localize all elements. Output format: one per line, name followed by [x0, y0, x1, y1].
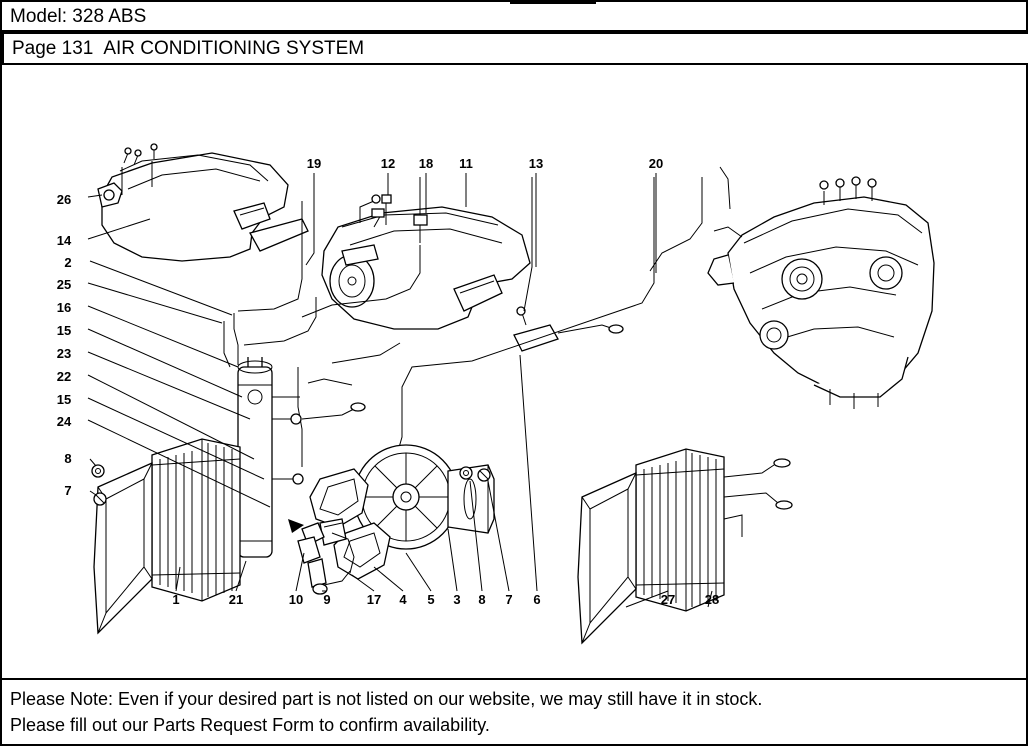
callout-16: 16 — [56, 300, 72, 315]
callout-6: 6 — [533, 592, 541, 607]
callout-1: 1 — [172, 592, 180, 607]
callout-15-b: 15 — [56, 392, 72, 407]
callout-17: 17 — [366, 592, 382, 607]
right-air-duct — [578, 473, 636, 643]
callout-5: 5 — [427, 592, 435, 607]
model-label: Model: 328 ABS — [10, 6, 147, 27]
callout-23: 23 — [56, 346, 72, 361]
callout-10: 10 — [288, 592, 304, 607]
fan-assembly — [310, 445, 494, 579]
callout-18: 18 — [418, 156, 434, 171]
left-plenum-assembly — [98, 144, 308, 261]
callout-2: 2 — [64, 255, 72, 270]
callout-9: 9 — [323, 592, 331, 607]
callout-8-b: 8 — [478, 592, 486, 607]
air-conditioning-diagram — [2, 67, 1026, 682]
note-line-1: Please Note: Even if your desired part is not listed on our website, we may still have it in stock. — [10, 689, 763, 709]
model-row — [2, 2, 1026, 32]
callout-7-a: 7 — [64, 483, 72, 498]
callout-13: 13 — [528, 156, 544, 171]
callout-26: 26 — [56, 192, 72, 207]
page-header — [2, 2, 1026, 65]
page-number: Page 131 — [12, 38, 94, 59]
left-condenser-core — [152, 439, 240, 601]
section-title: AIR CONDITIONING SYSTEM — [103, 38, 365, 59]
diagram-canvas — [2, 67, 1026, 682]
callout-12: 12 — [380, 156, 396, 171]
page-title-row — [2, 32, 1028, 65]
callout-24: 24 — [56, 414, 72, 429]
callout-21: 21 — [228, 592, 244, 607]
callout-19: 19 — [306, 156, 322, 171]
callout-27: 27 — [660, 592, 676, 607]
callout-20: 20 — [648, 156, 664, 171]
callout-8-a: 8 — [64, 451, 72, 466]
right-condenser-core — [636, 449, 792, 611]
callout-14: 14 — [56, 233, 72, 248]
callout-25: 25 — [56, 277, 72, 292]
callout-3: 3 — [453, 592, 461, 607]
callout-11: 11 — [459, 156, 473, 171]
callout-15-a: 15 — [56, 323, 72, 338]
engine-assembly — [708, 177, 934, 409]
callout-7-b: 7 — [505, 592, 513, 607]
callout-4: 4 — [399, 592, 407, 607]
callout-28: 28 — [704, 592, 720, 607]
callout-22: 22 — [56, 369, 72, 384]
availability-note — [2, 678, 1026, 744]
note-line-2: Please fill out our Parts Request Form to confirm availability. — [10, 715, 490, 735]
left-air-duct — [94, 463, 152, 633]
thermostat-switch — [514, 177, 623, 351]
